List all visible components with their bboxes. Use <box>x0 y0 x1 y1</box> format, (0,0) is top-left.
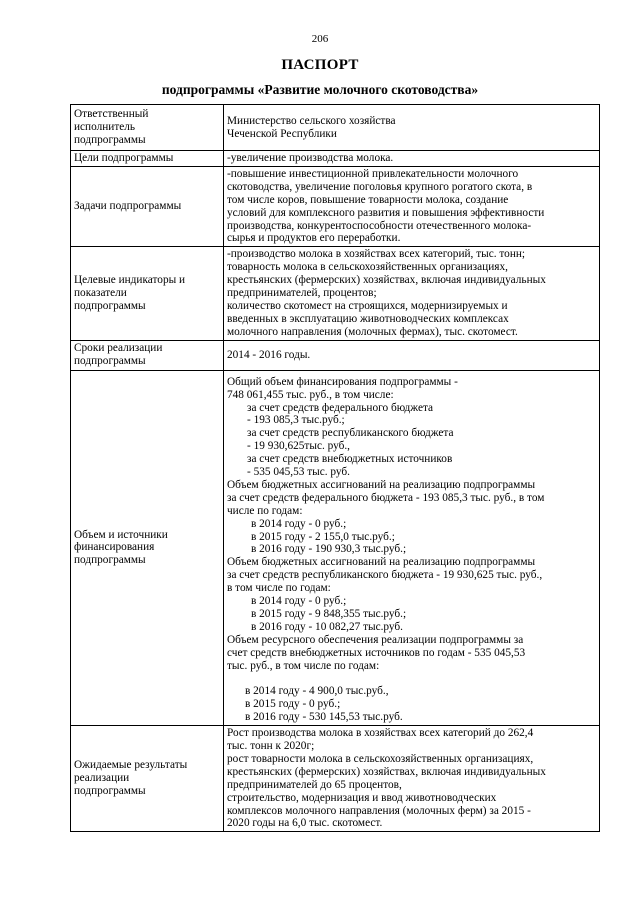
value-line: Объем бюджетных ассигнований на реализацию подпрограммы <box>227 478 536 491</box>
value-line: тыс. тонн к 2020г; <box>227 740 315 753</box>
value-line: количество скотомест на строящихся, модернизируемых и <box>227 299 508 312</box>
value-line: рост товарности молока в сельскохозяйственных организациях, <box>227 752 534 765</box>
value-line: Объем ресурсного обеспечения реализации подпрограммы за <box>227 633 524 646</box>
value-line: Общий объем финансирования подпрограммы - <box>227 375 458 388</box>
value-line: в 2014 году - 4 900,0 тыс.руб., <box>245 685 389 698</box>
value-line: крестьянских (фермерских) хозяйствах, включая индивидуальных <box>227 274 546 287</box>
value-line: за счет средств федерального бюджета - 193 085,3 тыс. руб., в том <box>227 491 545 504</box>
page-number: 206 <box>311 33 329 45</box>
table-row <box>71 340 600 370</box>
label-line: подпрограммы <box>74 785 146 798</box>
row-value-goals <box>224 151 600 167</box>
document-subtitle: подпрограммы «Развитие молочного скотоводства» <box>161 82 479 97</box>
value-line: в 2015 году - 9 848,355 тыс.руб.; <box>251 608 407 620</box>
value-line: за счет средств внебюджетных источников <box>247 453 453 466</box>
value-line: комплексов молочного направления (молочных ферм) за 2015 - <box>227 804 531 817</box>
row-label-indicators <box>71 247 224 340</box>
value-line: в 2016 году - 190 930,3 тыс.руб.; <box>251 543 407 556</box>
value-line: в 2016 году - 530 145,53 тыс.руб. <box>245 711 403 724</box>
row-label-financing <box>71 370 224 725</box>
value-line: за счет средств республиканского бюджета <box>247 427 454 440</box>
label-line: подпрограммы <box>74 554 146 567</box>
row-value-executor <box>224 105 600 151</box>
value-line: за счет средств республиканского бюджета - 19 930,625 тыс. руб., <box>227 569 543 582</box>
value-line: - 19 930,625тыс. руб., <box>247 440 351 453</box>
table-row <box>71 726 600 832</box>
label-line: Сроки реализации <box>74 342 163 355</box>
value-line: Министерство сельского хозяйства <box>227 114 396 127</box>
value-line: в 2015 году - 0 руб.; <box>245 698 341 711</box>
label-line: Объем и источники <box>74 528 168 541</box>
row-label-results <box>71 726 224 832</box>
value-line: сырья и продуктов его переработки. <box>227 232 401 245</box>
value-line: молочного направления (молочных фермах), тыс. скотомест. <box>227 325 518 338</box>
value-line: тыс. руб., в том числе по годам: <box>227 659 380 672</box>
row-label-timeframe <box>71 340 224 370</box>
table-row <box>71 247 600 340</box>
value-line: том числе коров, повышение товарности молока, создание <box>227 193 509 206</box>
label-line: показатели <box>74 287 127 300</box>
value-line: - 535 045,53 тыс. руб. <box>247 466 351 479</box>
label-line: подпрограммы <box>74 355 146 368</box>
value-line: производства, конкурентоспособности отечественного молока- <box>227 219 532 232</box>
label-line: Ожидаемые результаты <box>74 759 188 772</box>
row-value-financing <box>224 370 600 725</box>
table-row <box>71 105 600 151</box>
label-line: реализации <box>74 772 130 785</box>
row-label-goals <box>71 151 224 167</box>
value-line: - 193 085,3 тыс.руб.; <box>247 414 345 427</box>
row-label-executor <box>71 105 224 151</box>
label-line: подпрограммы <box>74 133 146 146</box>
label-line: исполнитель <box>74 121 136 134</box>
value-line: -производство молока в хозяйствах всех категорий, тыс. тонн; <box>227 248 526 261</box>
value-line: крестьянских (фермерских) хозяйствах, включая индивидуальных <box>227 765 546 778</box>
value-line: товарность молока в сельскохозяйственных организациях, <box>227 261 508 274</box>
value-line: в 2014 году - 0 руб.; <box>251 595 347 608</box>
value-line: предпринимателей до 65 процентов, <box>227 778 402 791</box>
row-value-tasks <box>224 166 600 246</box>
row-label-tasks <box>71 166 224 246</box>
value-line: счет средств внебюджетных источников по годам - 535 045,53 <box>227 646 526 659</box>
value-line: 748 061,455 тыс. руб., в том числе: <box>227 388 394 401</box>
document-title: ПАСПОРТ <box>281 57 359 73</box>
value-line: в 2016 году - 10 082,27 тыс.руб. <box>251 620 404 633</box>
table-row <box>71 370 600 725</box>
row-value-timeframe <box>224 340 600 370</box>
value-line: 2014 - 2016 годы. <box>227 348 311 361</box>
row-value-results <box>224 726 600 832</box>
label-line: финансирования <box>74 541 155 554</box>
value-line: 2020 годы на 6,0 тыс. скотомест. <box>227 817 383 830</box>
label-line: Задачи подпрограммы <box>74 200 182 213</box>
value-line: введенных в эксплуатацию животноводческих комплексах <box>227 312 509 325</box>
value-line: -повышение инвестиционной привлекательности молочного <box>227 167 519 180</box>
table-row <box>71 166 600 246</box>
value-line: Рост производства молока в хозяйствах всех категорий до 262,4 <box>227 727 534 740</box>
value-line: условий для комплексного развития и повышения эффективности <box>227 206 545 219</box>
label-line: Целевые индикаторы и <box>74 274 186 287</box>
blank-line <box>227 673 596 686</box>
value-line: Чеченской Республики <box>227 127 337 140</box>
value-line: в 2014 году - 0 руб.; <box>251 517 347 530</box>
passport-table <box>70 104 600 832</box>
table-row <box>71 151 600 167</box>
label-line: подпрограммы <box>74 299 146 312</box>
value-line: числе по годам: <box>227 504 303 517</box>
value-line: -увеличение производства молока. <box>227 152 394 164</box>
value-line: в том числе по годам: <box>227 582 331 595</box>
value-line: предпринимателей, процентов; <box>227 287 377 300</box>
value-line: строительство, модернизация и ввод животноводческих <box>227 791 497 804</box>
value-line: за счет средств федерального бюджета <box>247 401 434 414</box>
value-line: Объем бюджетных ассигнований на реализацию подпрограммы <box>227 556 536 569</box>
value-line: скотоводства, увеличение поголовья крупного рогатого скота, в <box>227 180 533 193</box>
label-line: Ответственный <box>74 108 149 121</box>
value-line: в 2015 году - 2 155,0 тыс.руб.; <box>251 530 395 543</box>
label-line: Цели подпрограммы <box>74 152 174 164</box>
row-value-indicators <box>224 247 600 340</box>
